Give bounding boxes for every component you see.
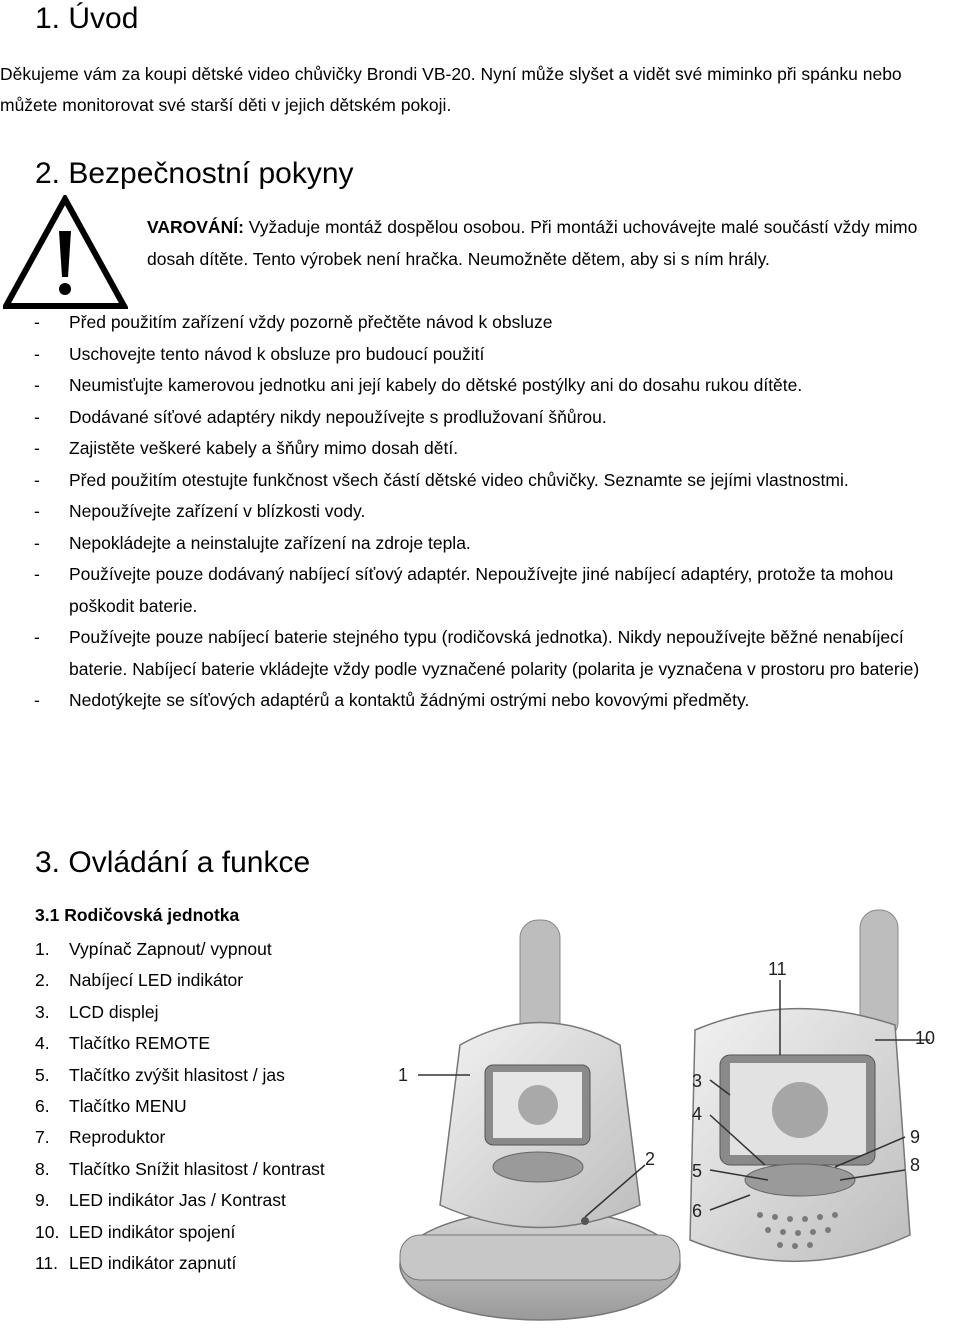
safety-list	[0, 307, 940, 717]
parent-unit-illustration	[370, 905, 960, 1334]
part-number: 11.	[35, 1253, 59, 1274]
callout-9: 9	[910, 1127, 921, 1147]
part-label: LED indikátor Jas / Kontrast	[69, 1190, 286, 1211]
list-item	[0, 1217, 325, 1248]
part-number: 4.	[35, 1033, 50, 1054]
list-item	[0, 1091, 325, 1122]
part-number: 3.	[35, 1001, 50, 1022]
list-item	[0, 370, 940, 402]
bullet-dash: -	[34, 501, 40, 521]
list-item	[0, 934, 325, 965]
part-label: LED indikátor spojení	[69, 1221, 236, 1242]
callout-11: 11	[768, 959, 787, 979]
part-number: 1.	[35, 939, 50, 959]
part-label: Nabíjecí LED indikátor	[69, 970, 244, 991]
bullet-dash: -	[34, 312, 40, 332]
bullet-dash: -	[34, 438, 40, 458]
parts-list	[0, 934, 325, 1279]
part-number: 8.	[35, 1158, 50, 1179]
list-item	[0, 307, 940, 339]
device-right	[690, 910, 910, 1261]
bullet-dash: -	[34, 690, 40, 710]
list-item-text: Používejte pouze nabíjecí baterie stejného typu (rodičovská jednotka). Nikdy nepoužívejte běžné nenabíjecí baterie. Nabíjecí baterie vkládejte vždy podle vyznačené polarity (polarita je vyznačena v prostoru pro baterie)	[69, 627, 920, 679]
list-item	[0, 465, 940, 497]
bullet-dash: -	[34, 532, 40, 553]
warning-triangle-icon	[3, 195, 128, 310]
list-item-text: Zajistěte veškeré kabely a šňůry mimo dosah dětí.	[69, 438, 459, 458]
list-item	[0, 1122, 325, 1153]
part-label: Tlačítko MENU	[69, 1096, 187, 1117]
part-number: 7.	[35, 1127, 50, 1148]
part-number: 2.	[35, 970, 50, 991]
list-item-text: Dodávané síťové adaptéry nikdy nepoužívejte s prodlužovaní šňůrou.	[69, 406, 607, 427]
section2-title: 2. Bezpečnostní pokyny	[35, 157, 354, 190]
part-label: Vypínač Zapnout/ vypnout	[69, 939, 272, 959]
section1-title: 1. Úvod	[35, 2, 139, 35]
list-item	[0, 402, 940, 434]
list-item-text: Nepoužívejte zařízení v blízkosti vody.	[69, 501, 366, 521]
callout-6: 6	[692, 1201, 703, 1221]
list-item	[0, 1185, 325, 1216]
bullet-dash: -	[34, 469, 40, 490]
callout-2: 2	[645, 1149, 656, 1169]
part-number: 9.	[35, 1190, 50, 1211]
callout-5: 5	[692, 1161, 703, 1181]
list-item	[0, 1248, 325, 1279]
part-number: 5.	[35, 1064, 50, 1085]
callout-1: 1	[398, 1065, 409, 1085]
list-item	[0, 965, 325, 996]
list-item	[0, 622, 940, 685]
part-label: Tlačítko REMOTE	[69, 1033, 210, 1054]
callout-10: 10	[915, 1028, 936, 1048]
list-item	[0, 496, 940, 528]
list-item-text: Před použitím otestujte funkčnost všech částí dětské video chůvičky. Seznamte se jejími vlastnostmi.	[69, 469, 849, 490]
section3-subtitle: 3.1 Rodičovská jednotka	[35, 905, 240, 925]
bullet-dash: -	[34, 564, 40, 584]
list-item	[0, 433, 940, 465]
list-item	[0, 1028, 325, 1059]
callout-8: 8	[910, 1155, 921, 1175]
list-item	[0, 1060, 325, 1091]
list-item	[0, 1154, 325, 1185]
part-number: 6.	[35, 1096, 50, 1117]
warning-label: VAROVÁNÍ:	[147, 217, 244, 237]
bullet-dash: -	[34, 375, 40, 395]
part-label: Tlačítko Snížit hlasitost / kontrast	[69, 1158, 325, 1179]
list-item	[0, 339, 940, 371]
list-item-text: Neumisťujte kamerovou jednotku ani její kabely do dětské postýlky ani do dosahu rukou dítěte.	[69, 375, 803, 395]
list-item-text: Uschovejte tento návod k obsluze pro budoucí použití	[69, 343, 485, 364]
part-label: LCD displej	[69, 1001, 159, 1022]
section3-title: 3. Ovládání a funkce	[35, 846, 311, 879]
warning-body: Vyžaduje montáž dospělou osobou. Při montáži uchovávejte malé součástí vždy mimo dosah dítěte. Tento výrobek není hračka. Neumožněte dětem, aby si s ním hrály.	[147, 217, 918, 269]
part-label: LED indikátor zapnutí	[69, 1253, 237, 1274]
bullet-dash: -	[34, 343, 40, 364]
intro-paragraph: Děkujeme vám za koupi dětské video chůvičky Brondi VB-20. Nyní může slyšet a vidět své miminko při spánku nebo můžete monitorovat své starší děti v jejich dětském pokoji.	[0, 64, 902, 115]
list-item	[0, 559, 940, 622]
list-item-text: Používejte pouze dodávaný nabíjecí síťový adaptér. Nepoužívejte jiné nabíjecí adaptéry, protože ta mohou poškodit baterie.	[69, 564, 894, 616]
list-item-text: Před použitím zařízení vždy pozorně přečtěte návod k obsluze	[69, 312, 553, 332]
list-item-text: Nepokládejte a neinstalujte zařízení na zdroje tepla.	[69, 532, 471, 553]
bullet-dash: -	[34, 406, 40, 427]
list-item	[0, 997, 325, 1028]
part-number: 10.	[35, 1221, 60, 1242]
bullet-dash: -	[34, 627, 40, 647]
callout-3: 3	[692, 1071, 703, 1091]
list-item-text: Nedotýkejte se síťových adaptérů a kontaktů žádnými ostrými nebo kovovými předměty.	[69, 690, 750, 710]
list-item	[0, 685, 940, 717]
part-label: Tlačítko zvýšit hlasitost / jas	[69, 1064, 285, 1085]
warning-text	[147, 211, 947, 275]
list-item	[0, 528, 940, 560]
callout-4: 4	[692, 1104, 703, 1124]
device-left-in-cradle	[400, 920, 680, 1320]
part-label: Reproduktor	[69, 1127, 166, 1148]
